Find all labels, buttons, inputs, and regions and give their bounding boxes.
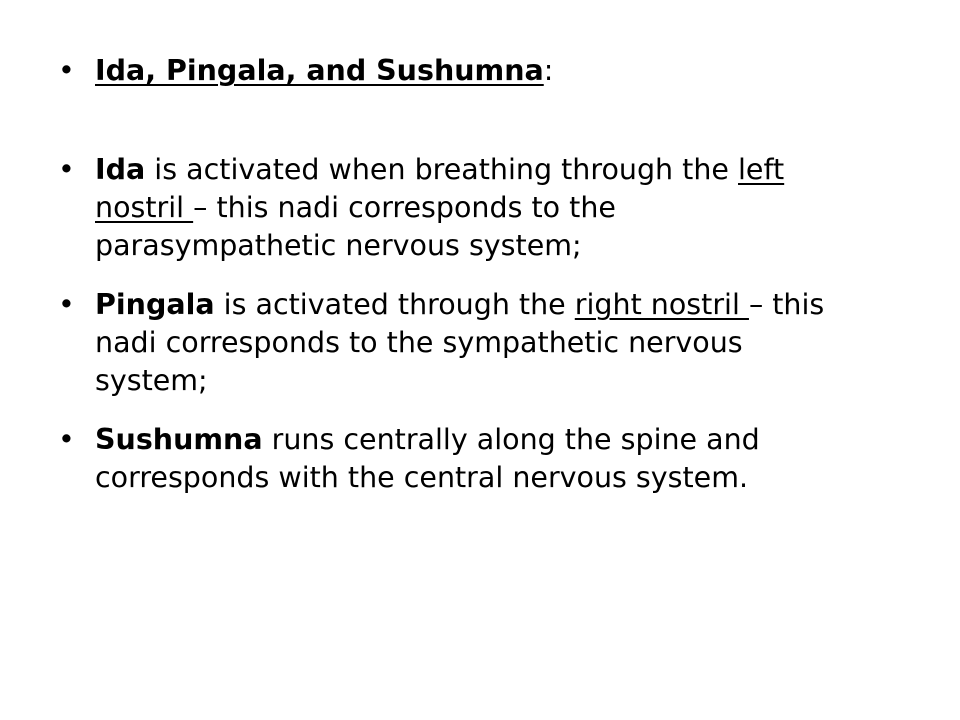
bullet-pingala xyxy=(58,286,858,400)
ida-text-before: is activated when breathing through the xyxy=(145,153,739,186)
bullet-ida xyxy=(58,151,858,265)
term-pingala: Pingala xyxy=(95,288,215,321)
bullet-icon: • xyxy=(58,54,75,87)
term-sushumna: Sushumna xyxy=(95,423,263,456)
sushumna-text: runs centrally along the spine and corresponds with the central nervous system. xyxy=(95,423,760,494)
pingala-underlined: right nostril xyxy=(574,288,749,321)
heading-title: Ida, Pingala, and Sushumna xyxy=(95,54,544,87)
bullet-heading xyxy=(58,52,858,90)
pingala-text-after: – this nadi corresponds to the sympathetic nervous system; xyxy=(95,288,825,397)
ida-underlined: left nostril xyxy=(95,153,785,224)
bullet-sushumna xyxy=(58,421,858,497)
bullet-icon: • xyxy=(58,423,75,456)
ida-text-after: – this nadi corresponds to the parasympathetic nervous system; xyxy=(95,191,616,262)
heading-suffix: : xyxy=(543,54,554,87)
bullet-icon: • xyxy=(58,153,75,186)
bullet-icon: • xyxy=(58,288,75,321)
bullet-list xyxy=(58,52,858,518)
pingala-text-before: is activated through the xyxy=(214,288,575,321)
term-ida: Ida xyxy=(95,153,146,186)
